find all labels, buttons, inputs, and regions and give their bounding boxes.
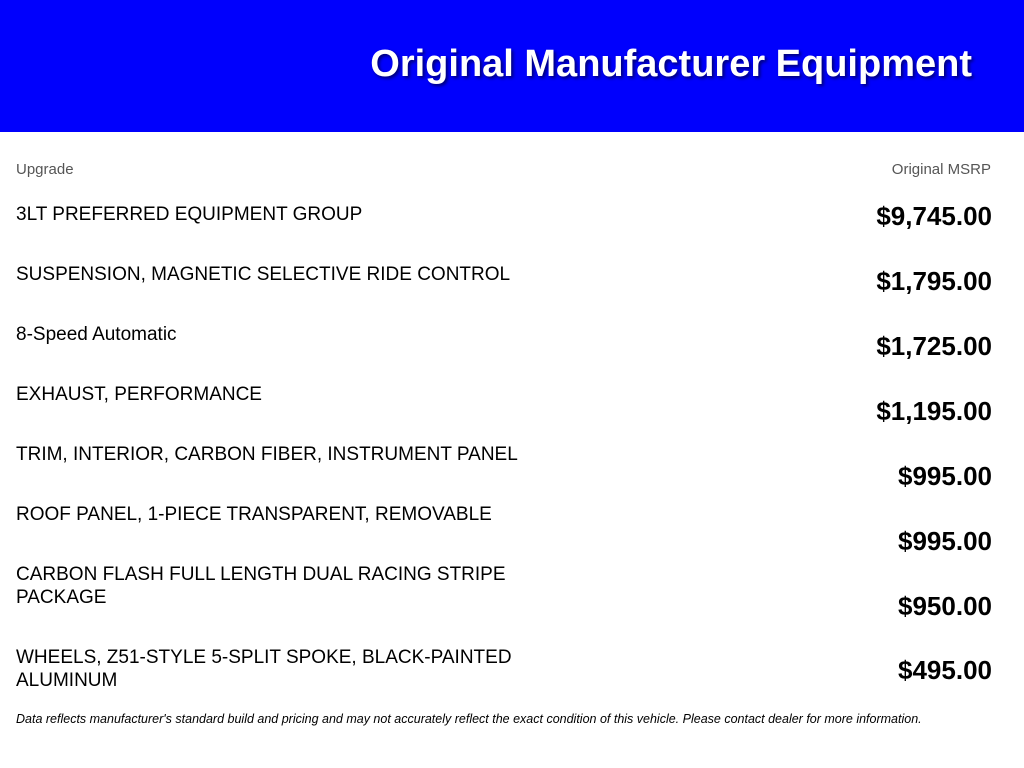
item-price: $495.00 [898, 655, 992, 685]
header-banner [0, 0, 1024, 132]
item-label: 8-Speed Automatic [16, 324, 177, 345]
item-price: $1,795.00 [876, 266, 992, 296]
column-header-msrp: Original MSRP [891, 161, 991, 178]
item-label: 3LT PREFERRED EQUIPMENT GROUP [16, 204, 363, 225]
column-header-upgrade: Upgrade [16, 161, 74, 178]
item-label: EXHAUST, PERFORMANCE [16, 384, 262, 405]
item-price: $950.00 [898, 591, 992, 621]
item-label: SUSPENSION, MAGNETIC SELECTIVE RIDE CONTROL [16, 264, 511, 285]
item-label: WHEELS, Z51-STYLE 5-SPLIT SPOKE, BLACK-PAINTED ALUMINUM [16, 647, 512, 691]
item-label: ROOF PANEL, 1-PIECE TRANSPARENT, REMOVABLE [16, 504, 492, 525]
item-label: CARBON FLASH FULL LENGTH DUAL RACING STRIPE PACKAGE [16, 564, 506, 608]
item-price: $1,195.00 [876, 396, 992, 426]
page-title: Original Manufacturer Equipment [370, 43, 972, 85]
item-label: TRIM, INTERIOR, CARBON FIBER, INSTRUMENT PANEL [16, 444, 518, 465]
item-price: $995.00 [898, 526, 992, 556]
disclaimer-text: Data reflects manufacturer's standard build and pricing and may not accurately reflect the exact condition of this vehicle. Please contact dealer for more information. [16, 712, 922, 726]
item-price: $995.00 [898, 461, 992, 491]
item-price: $1,725.00 [876, 331, 992, 361]
item-price: $9,745.00 [876, 201, 992, 231]
